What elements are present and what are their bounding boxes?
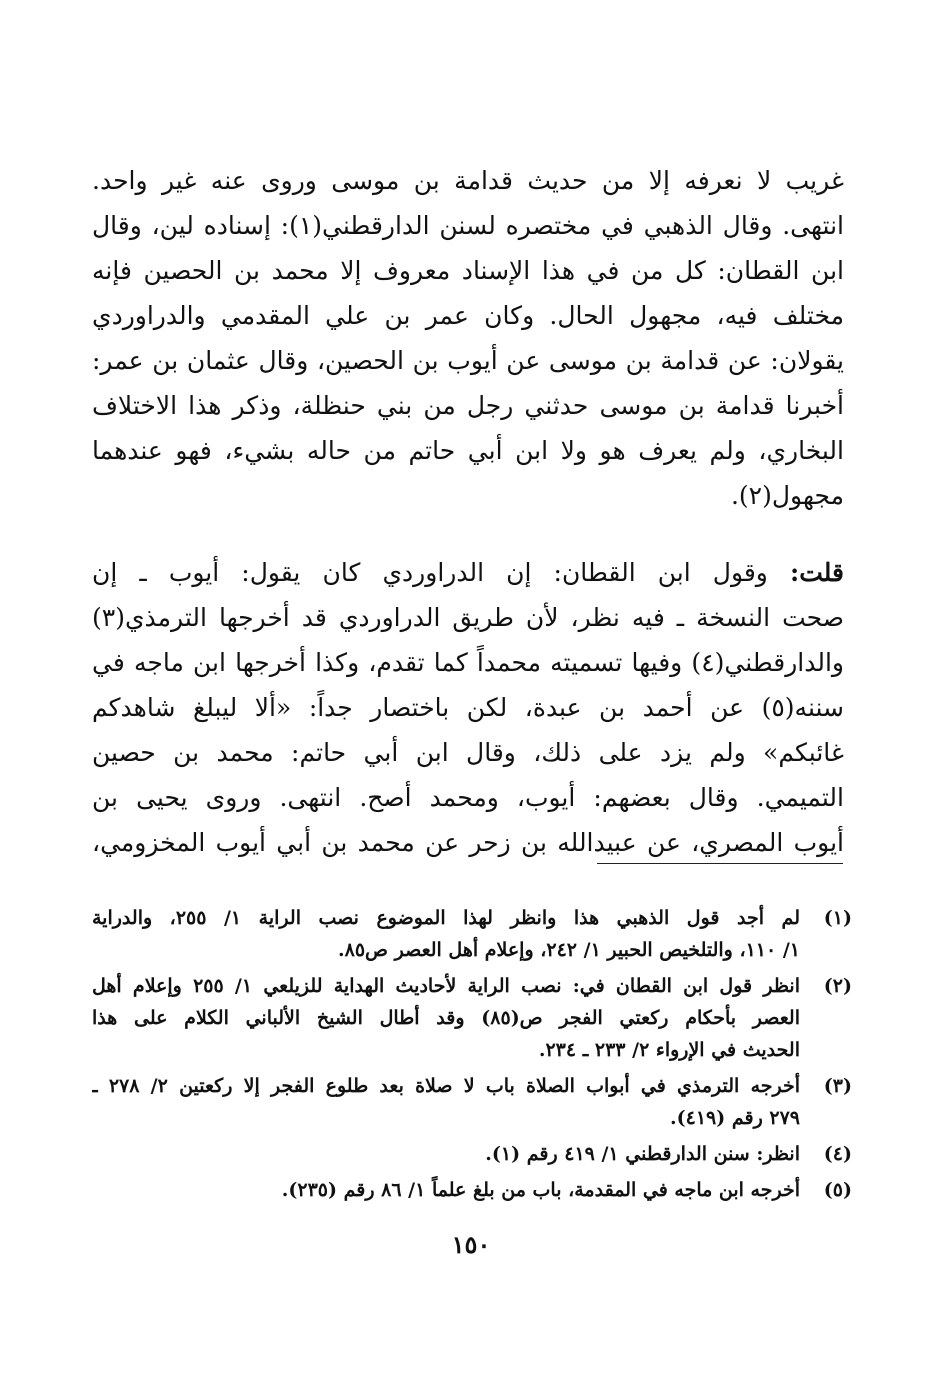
text-line: ابن القطان: كل من في هذا الإسناد معروف إلا محمد بن الحصين فإنه	[92, 256, 844, 285]
footnote	[92, 1138, 852, 1170]
text-line: انتهى. وقال الذهبي في مختصره لسنن الدارقطني(١): إسناده لين، وقال	[92, 211, 844, 240]
footnote	[92, 970, 852, 1066]
first-line-text: وقول ابن القطان: إن الدراوردي كان يقول: أيوب ـ إن	[92, 558, 768, 587]
text-line: مجهول(٢).	[730, 481, 844, 510]
footnote-line: أخرجه الترمذي في أبواب الصلاة باب لا صلاة بعد طلوع الفجر إلا ركعتين ٢/ ٢٧٨ ـ	[92, 1075, 800, 1097]
paragraph-2	[92, 550, 844, 865]
footnote	[92, 1070, 852, 1134]
footnote-number: (٣)	[823, 1075, 852, 1097]
text-line-first	[92, 550, 844, 595]
footnotes	[92, 902, 852, 1210]
text-line: التميمي. وقال بعضهم: أيوب، ومحمد أصح. انتهى. وروى يحيى بن	[92, 783, 844, 812]
text-line: والدارقطني(٤) وفيها تسميته محمداً كما تقدم، وكذا أخرجها ابن ماجه في	[92, 648, 844, 677]
footnote	[92, 902, 852, 966]
main-text	[92, 158, 844, 865]
text-line: يقولان: عن قدامة بن موسى عن أيوب بن الحصين، وقال عثمان بن عمر:	[92, 346, 844, 375]
footnote-number: (١)	[823, 907, 852, 929]
paragraph-keyword: قلت:	[790, 558, 844, 587]
text-line: البخاري، ولم يعرف هو ولا ابن أبي حاتم من حاله بشيء، فهو عندهما	[92, 436, 844, 465]
text-line: سننه(٥) عن أحمد بن عبدة، لكن باختصار جداً: «ألا ليبلغ شاهدكم	[92, 693, 844, 722]
footnote-number: (٤)	[823, 1143, 852, 1165]
footnote-line: انظر قول ابن القطان في: نصب الراية لأحاديث الهداية للزيلعي ١/ ٢٥٥ وإعلام أهل	[92, 975, 800, 997]
page-number: ١٥٠	[451, 1230, 491, 1259]
footnote-line: ٢٧٩ رقم (٤١٩).	[670, 1107, 800, 1129]
text-line: مختلف فيه، مجهول الحال. وكان عمر بن علي المقدمي والدراوردي	[92, 301, 844, 330]
footnote	[92, 1174, 852, 1206]
text-line: صحت النسخة ـ فيه نظر، لأن طريق الدراوردي قد أخرجها الترمذي(٣)	[92, 603, 844, 632]
paragraph-1	[92, 158, 844, 518]
text-line: غائبكم» ولم يزد على ذلك، وقال ابن أبي حاتم: محمد بن حصين	[92, 738, 844, 767]
footnote-line: أخرجه ابن ماجه في المقدمة، باب من بلغ علماً ١/ ٨٦ رقم (٢٣٥).	[281, 1179, 800, 1201]
footnote-line: لم أجد قول الذهبي هذا وانظر لهذا الموضوع نصب الراية ١/ ٢٥٥، والدراية	[92, 907, 800, 929]
footnote-line: العصر بأحكام ركعتي الفجر ص(٨٥) وقد أطال الشيخ الألباني الكلام على هذا	[92, 1007, 800, 1029]
footnote-line: انظر: سنن الدارقطني ١/ ٤١٩ رقم (١).	[485, 1143, 800, 1165]
text-line: غريب لا نعرفه إلا من حديث قدامة بن موسى وروى عنه غير واحد.	[92, 166, 844, 195]
text-line: أيوب المصري، عن عبيدالله بن زحر عن محمد بن أبي أيوب المخزومي،	[92, 828, 844, 857]
footnote-line: الحديث في الإرواء ٢/ ٢٣٣ ـ ٢٣٤.	[538, 1039, 800, 1061]
text-line: أخبرنا قدامة بن موسى حدثني رجل من بني حنظلة، وذكر هذا الاختلاف	[92, 391, 844, 420]
footnote-number: (٢)	[823, 975, 852, 997]
footnote-separator	[597, 863, 843, 864]
footnote-number: (٥)	[823, 1179, 852, 1201]
footnote-line: ١/ ١١٠، والتلخيص الحبير ١/ ٢٤٢، وإعلام أهل العصر ص٨٥.	[337, 939, 800, 961]
